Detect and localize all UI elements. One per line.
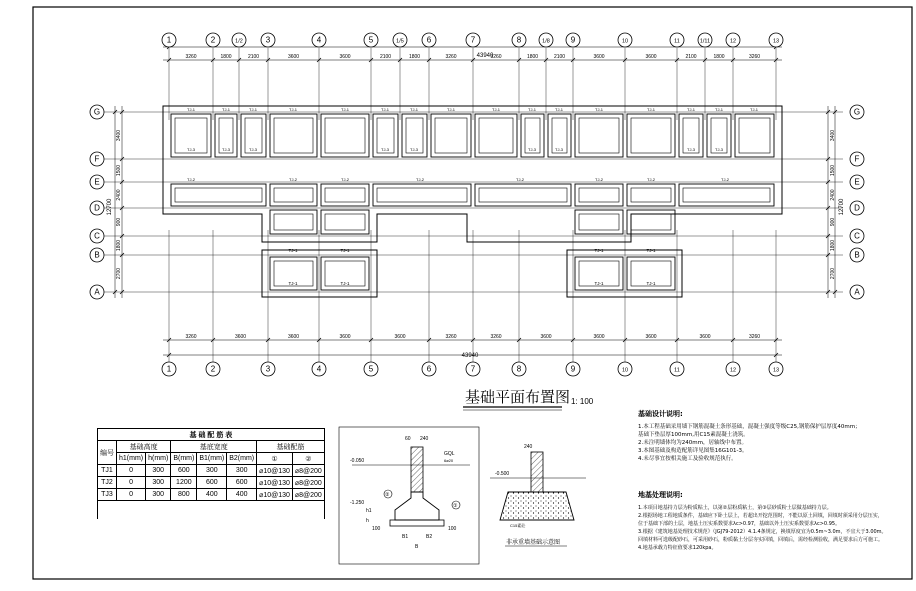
section-dim: h (366, 518, 369, 524)
table-row (98, 477, 325, 489)
design-notes (638, 423, 861, 463)
section2-wall (531, 452, 543, 492)
right-axis-bubble-label: B (854, 250, 860, 260)
left-dim-label: 2400 (116, 189, 122, 201)
table-cell: 0 (117, 465, 146, 477)
tj-label: TJ-2 (647, 177, 655, 182)
top-dim-label: 3600 (593, 54, 605, 60)
table-blank-row (98, 501, 325, 520)
right-dim-label: 900 (830, 217, 836, 227)
section-dim: 100 (372, 526, 381, 532)
room-footing (270, 184, 317, 206)
tj-label: TJ-3 (555, 147, 563, 152)
room-footing-inner (325, 214, 365, 230)
top-axis-bubble-label: 3 (265, 35, 271, 45)
top-axis-bubble-label: 9 (570, 35, 576, 45)
table-title: 基 础 配 筋 表 (98, 429, 325, 441)
bottom-axis-bubble-label: 7 (470, 364, 476, 374)
tj-label: TJ-1 (289, 107, 297, 112)
tj-label: TJ-1 (750, 107, 758, 112)
bottom-axis-bubble-label: 11 (674, 367, 680, 374)
left-dim-label: 1800 (116, 239, 122, 252)
drawing-title: 基础平面布置图 (465, 389, 571, 406)
tj-label: TJ-1 (187, 107, 195, 112)
bottom-dim-label: 3600 (645, 334, 657, 340)
bottom-axis-bubble-label: 9 (570, 364, 576, 374)
top-axis-bubble-label: 4 (316, 35, 322, 45)
tj-label: TJ-1 (340, 281, 350, 286)
drawing-scale: 1: 100 (571, 397, 594, 406)
tj-label: TJ-1 (595, 107, 603, 112)
tj-label: TJ-1 (410, 107, 418, 112)
tj-label: TJ-1 (288, 248, 298, 253)
section-gql-rebar: 6⌀20 (444, 458, 454, 463)
section-callout-label: ① (453, 503, 458, 509)
right-total-dimension: 12700 (839, 198, 845, 216)
bottom-dim-label: 3600 (339, 334, 351, 340)
table-cell: ⌀8@200 (292, 477, 324, 489)
tj-label: TJ-3 (381, 147, 389, 152)
right-dim-label: 2400 (830, 189, 836, 201)
room-footing-inner (274, 188, 313, 202)
table-head-b: B(mm) (171, 453, 197, 465)
room-footing (373, 184, 471, 206)
section-callout-label: ② (385, 492, 390, 498)
table-cell: 1200 (171, 477, 197, 489)
room-footing-inner (579, 118, 619, 153)
tj-label: TJ-2 (341, 177, 349, 182)
top-axis-bubble-label: 1/8 (542, 38, 550, 45)
section-dim: B1 (402, 534, 409, 540)
bottom-dim-label: 3600 (699, 334, 711, 340)
room-footing (321, 114, 369, 157)
top-axis-bubble-label: 12 (729, 38, 737, 45)
top-axis-bubble-label: 6 (426, 35, 432, 45)
section-level: -1.250 (350, 500, 365, 506)
table-cell: 300 (146, 489, 171, 501)
tj-label: TJ-1 (381, 107, 389, 112)
bottom-dim-label: 3600 (287, 334, 300, 340)
left-total-dimension: 12700 (107, 198, 113, 216)
design-notes-title: 基础设计说明: (638, 410, 683, 418)
bottom-dim-label: 3260 (748, 334, 761, 340)
top-dim-label: 3600 (287, 54, 300, 60)
tj-label: TJ-3 (528, 147, 536, 152)
room-footing-inner (479, 118, 513, 153)
bottom-dim-label: 3600 (540, 334, 552, 340)
tj-label: TJ-1 (687, 107, 695, 112)
axis-bubbles (90, 33, 864, 376)
right-axis-bubble-label: A (854, 287, 860, 297)
table-head-h1: h1(mm) (117, 453, 146, 465)
right-dim-label: 3400 (830, 129, 836, 142)
table-row (98, 489, 325, 501)
table-cell: ⌀10@130 (257, 477, 293, 489)
section-wall (411, 447, 423, 492)
ground-notes-title: 地基处理说明: (638, 491, 683, 499)
tj-label: TJ-1 (492, 107, 500, 112)
room-footing-inner (274, 214, 313, 230)
ground-note-line: 3.根据《建筑地基处理技术规范》（JGJ79-2012）4.1.4条规定，换填厚度宜为0.5m~3.0m，不宜大于3.00m。 (638, 529, 887, 535)
tj-label: TJ-1 (447, 107, 455, 112)
left-axis-bubble-label: G (93, 107, 101, 117)
bottom-dim-label: 3260 (445, 334, 457, 340)
bottom-dim-label: 3260 (185, 334, 197, 340)
section-level: -0.050 (350, 458, 365, 464)
top-axis-bubble-label: 1/5 (396, 38, 404, 45)
top-dim-label: 2100 (553, 54, 566, 60)
top-dim-label: 1800 (526, 54, 539, 60)
table-cell: TJ1 (98, 465, 117, 477)
table-row (98, 465, 325, 477)
ground-note-line: 2.根据场地工程地质条件，基础应下卧土层上，若超出开挖范围时，不能以原土回填，回填时须采用分层压实， (638, 513, 883, 519)
top-axis-bubble-label: 1/2 (235, 38, 243, 45)
design-note-line: 基础下垫层厚100mm,用C15素混凝土浇筑。 (638, 432, 749, 438)
table-head-b1: B1(mm) (197, 453, 227, 465)
room-footing-inner (325, 118, 365, 153)
bottom-axis-bubble-label: 12 (729, 367, 737, 374)
table-head-rebar2: ② (292, 453, 324, 465)
footing-outline (163, 106, 782, 242)
right-axis-bubble-label: G (853, 107, 861, 117)
section-gql: GQL (444, 451, 455, 457)
right-dim-label: 1800 (830, 239, 836, 252)
bottom-dim-label: 3260 (490, 334, 502, 340)
top-axis-bubble-label: 2 (210, 35, 216, 45)
section-detail-frame (339, 427, 479, 564)
top-dim-label: 2100 (685, 54, 697, 60)
table-head-h: h(mm) (146, 453, 171, 465)
table-cell: ⌀8@200 (292, 465, 324, 477)
bottom-axis-bubble-label: 5 (368, 364, 374, 374)
top-axis-bubble-label: 8 (516, 35, 522, 45)
top-dim-label: 1800 (220, 54, 232, 60)
ground-note-line: 位于基础下部的土层，地基土压实系数要求λc>0.97，基础以外土压实系数要求λc>0.95。 (638, 521, 841, 527)
room-footing (475, 184, 571, 206)
table-cell: 300 (227, 465, 257, 477)
rebar-schedule-table (97, 428, 325, 519)
tj-label: TJ-1 (340, 248, 350, 253)
tj-label: TJ-3 (249, 147, 257, 152)
room-footing (679, 184, 774, 206)
left-dim-label: 2700 (116, 267, 122, 280)
table-head-b2: B2(mm) (227, 453, 257, 465)
room-footing (270, 210, 317, 234)
foundation-walls (163, 106, 782, 297)
bottom-axis-bubble-label: 4 (316, 364, 322, 374)
top-dim-label: 3260 (748, 54, 761, 60)
top-dim-label: 3260 (185, 54, 197, 60)
left-axis-bubble-label: C (94, 231, 100, 241)
section2-level: -0.500 (495, 471, 510, 477)
tj-label: TJ-2 (516, 177, 524, 182)
tj-label: TJ-1 (528, 107, 536, 112)
tj-label: TJ-1 (249, 107, 257, 112)
tj-label: TJ-3 (410, 147, 418, 152)
table-cell: ⌀10@130 (257, 489, 293, 501)
room-footing-inner (631, 214, 671, 230)
section-dim: B2 (426, 534, 433, 540)
table-cell: 800 (171, 489, 197, 501)
table-cell: 600 (227, 477, 257, 489)
section-pad (390, 520, 444, 526)
top-dim-label: 3600 (339, 54, 351, 60)
room-footing-inner (631, 188, 671, 202)
table-cell: 400 (227, 489, 257, 501)
table-cell: 0 (117, 477, 146, 489)
section-footing (395, 492, 439, 520)
design-note-line: 4.未尽事宜按相关施工及验收规范执行。 (638, 456, 737, 462)
tj-label: TJ-1 (647, 107, 655, 112)
room-footing-inner (739, 118, 770, 153)
left-axis-bubble-label: B (94, 250, 100, 260)
room-footing-inner (631, 118, 671, 153)
left-axis-bubble-label: A (94, 287, 100, 297)
right-axis-bubble-label: F (854, 154, 860, 164)
right-axis-bubble-label: D (854, 203, 860, 213)
room-footing-inner (435, 118, 467, 153)
top-dim-label: 3260 (490, 54, 502, 60)
table-head-rebar1: ① (257, 453, 293, 465)
room-footing (627, 114, 675, 157)
top-dim-label: 2100 (379, 54, 392, 60)
table-cell: 600 (197, 477, 227, 489)
top-axis-bubble-label: 1 (166, 35, 172, 45)
bottom-axis-bubble-label: 3 (265, 364, 271, 374)
section-dim: h1 (366, 508, 372, 514)
top-dim-label: 2100 (247, 54, 260, 60)
table-head-rebar: 基础配筋 (257, 441, 325, 453)
tj-label: TJ-1 (594, 248, 604, 253)
room-footing-inner (579, 214, 619, 230)
top-dim-label: 3260 (445, 54, 457, 60)
section-dim: 240 (420, 436, 429, 442)
left-dim-label: 900 (116, 217, 122, 227)
bottom-dim-label: 3600 (234, 334, 247, 340)
table-cell: 300 (146, 465, 171, 477)
room-footing (321, 210, 369, 234)
room-footing (171, 184, 266, 206)
tj-label: TJ-3 (187, 147, 195, 152)
top-axis-bubble-label: 5 (368, 35, 374, 45)
table-cell: TJ3 (98, 489, 117, 501)
tj-label: TJ-1 (715, 107, 723, 112)
bottom-axis-bubble-label: 1 (166, 364, 172, 374)
bottom-dim-label: 3600 (394, 334, 406, 340)
tj-label: TJ-1 (341, 107, 349, 112)
bottom-axis-bubble-label: 2 (210, 364, 216, 374)
axis-grid (104, 48, 843, 362)
table-head-id: 编号 (98, 441, 117, 465)
room-footing (575, 114, 623, 157)
tj-label: TJ-2 (595, 177, 603, 182)
room-footing (270, 114, 317, 157)
design-note-line: 1.本工程基础采用墙下钢筋混凝土条形基础，混凝土强度等级C25,钢筋保护层厚度40mm； (638, 424, 861, 430)
tj-label: TJ-2 (289, 177, 297, 182)
right-dim-label: 2700 (830, 267, 836, 280)
bottom-total-dimension: 43940 (461, 353, 479, 359)
section-dim: 100 (448, 526, 457, 532)
room-footing-inner (579, 188, 619, 202)
tj-label: TJ-3 (715, 147, 723, 152)
top-axis-bubble-label: 10 (621, 38, 629, 45)
table-cell: TJ2 (98, 477, 117, 489)
table-cell: 0 (117, 489, 146, 501)
table-cell: 600 (171, 465, 197, 477)
ground-notes (638, 504, 887, 552)
tj-label: TJ-1 (288, 281, 298, 286)
tj-label: TJ-2 (187, 177, 195, 182)
tj-label: TJ-2 (416, 177, 424, 182)
bottom-axis-bubble-label: 10 (621, 367, 629, 374)
top-axis-bubble-label: 13 (772, 38, 780, 45)
tj-label: TJ-1 (646, 281, 656, 286)
top-dim-label: 1800 (713, 54, 725, 60)
room-footing-inner (683, 188, 770, 202)
section2-dim: 240 (524, 444, 533, 450)
bottom-axis-bubble-label: 6 (426, 364, 432, 374)
section-dim: B (415, 544, 419, 550)
room-footing (475, 114, 517, 157)
right-axis-bubble-label: C (854, 231, 860, 241)
left-axis-bubble-label: D (94, 203, 100, 213)
room-footing (575, 210, 623, 234)
section2-footing (500, 492, 574, 520)
room-footing-inner (479, 188, 567, 202)
bottom-dim-label: 3600 (593, 334, 605, 340)
room-footing-inner (274, 118, 313, 153)
left-axis-bubble-label: F (94, 154, 100, 164)
table-cell: 300 (146, 477, 171, 489)
right-axis-bubble-label: E (854, 177, 860, 187)
bottom-axis-bubble-label: 13 (772, 367, 780, 374)
table-head-height: 基础高度 (117, 441, 171, 453)
design-note-line: 2.未注明墙体均为240mm，居轴线中布置。 (638, 440, 747, 446)
right-dim-label: 1500 (830, 164, 836, 177)
left-axis-bubble-label: E (94, 177, 100, 187)
top-total-dimension: 43940 (476, 53, 494, 59)
ground-note-line: 4.地基承载力特征值要求120kpa。 (638, 545, 717, 551)
room-footing (321, 184, 369, 206)
top-dim-label: 1800 (408, 54, 421, 60)
table-cell: 300 (197, 465, 227, 477)
ground-note-line: 1.本项目地基持力层为粉质粘土，以第②层粉质粘土，第③层砂质粉土层做基础持力层。 (638, 505, 832, 511)
tj-label: TJ-3 (687, 147, 695, 152)
top-axis-bubble-label: 1/11 (699, 38, 711, 45)
room-footing-inner (175, 188, 262, 202)
tj-label: TJ-1 (646, 248, 656, 253)
design-note-line: 3.本图基础及构造配筋详见图集16G101-3。 (638, 448, 748, 454)
section-dim: 60 (405, 436, 411, 442)
bottom-axis-bubble-label: 8 (516, 364, 522, 374)
tj-label: TJ-3 (222, 147, 230, 152)
section2-caption: 非承重墙基础示意图 (506, 540, 561, 546)
table-cell: ⌀10@130 (257, 465, 293, 477)
room-footing (575, 184, 623, 206)
room-footing (735, 114, 774, 157)
room-footing (431, 114, 471, 157)
section-details (339, 427, 586, 564)
section2-note: C15素砼 (510, 523, 526, 528)
table-head-width: 基底宽度 (171, 441, 257, 453)
top-axis-bubble-label: 7 (470, 35, 476, 45)
left-dim-label: 1500 (116, 164, 122, 177)
top-axis-bubble-label: 11 (674, 38, 680, 45)
tj-label: TJ-1 (222, 107, 230, 112)
tj-label: TJ-2 (721, 177, 729, 182)
top-dim-label: 3600 (645, 54, 657, 60)
table-cell: ⌀8@200 (292, 489, 324, 501)
tj-label: TJ-1 (555, 107, 563, 112)
room-footing-inner (377, 188, 467, 202)
ground-note-line: 回填材料可选级配砂石，可采用砂石，粉质黏土分层夯实回填，回填后，需经检测验收，满足要求后方可施工。 (638, 537, 884, 543)
room-footing-inner (325, 188, 365, 202)
room-footing (627, 184, 675, 206)
table-cell: 400 (197, 489, 227, 501)
tj-label: TJ-1 (594, 281, 604, 286)
left-dim-label: 3400 (116, 129, 122, 142)
